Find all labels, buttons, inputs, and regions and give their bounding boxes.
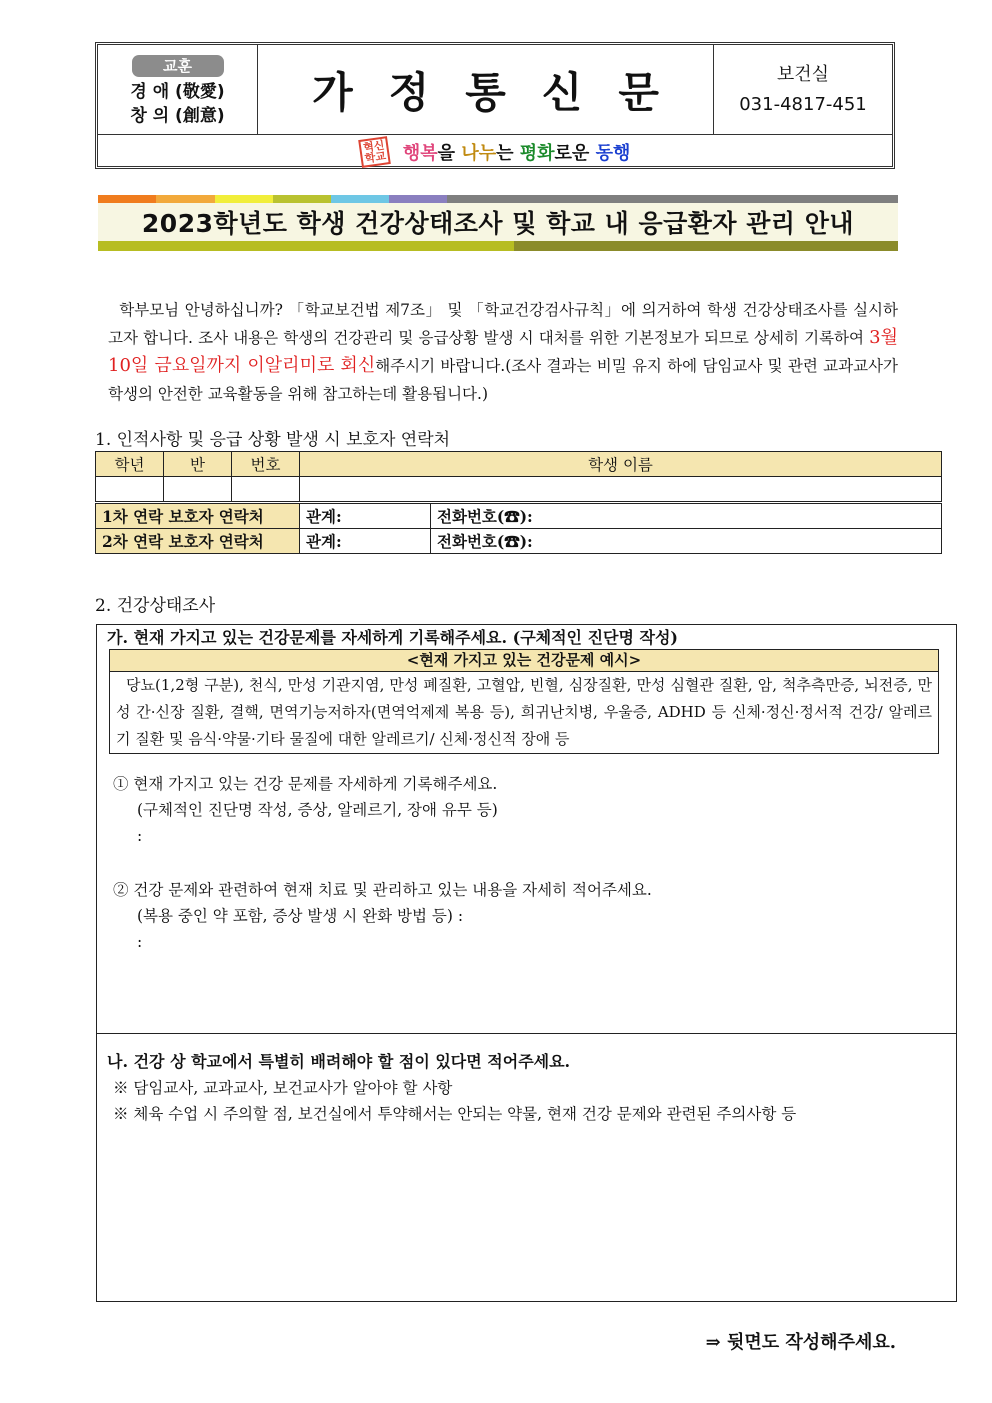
section2a-title: 가. 현재 가지고 있는 건강문제를 자세하게 기록해주세요. (구체적인 진단명 작성) [107, 628, 679, 647]
innovation-school-stamp-icon: 혁신 학교 [358, 136, 391, 168]
header-box [95, 42, 895, 169]
school-slogan [98, 135, 892, 168]
question1[interactable]: ① 현재 가지고 있는 건강 문제를 자세하게 기록해주세요. (구체적인 진단명 작성, 증상, 알레르기, 장애 유무 등) : [113, 775, 498, 845]
slogan-segment: 행복 [402, 142, 438, 164]
deadline-highlight: 3월 10일 금요일까지 이알리미로 회신 [108, 327, 898, 376]
student-name-field[interactable] [300, 477, 942, 503]
contact1-label: 1차 연락 보호자 연락처 [96, 503, 300, 529]
example-heading: <현재 가지고 있는 건강문제 예시> [110, 650, 938, 672]
section2b-note1: ※ 담임교사, 교과교사, 보건교사가 알아야 할 사항 [113, 1079, 453, 1097]
personal-info-table [95, 451, 942, 554]
slogan-segment: 을 [437, 142, 462, 164]
school-motto [98, 45, 258, 134]
header-grade: 학년 [96, 452, 164, 477]
slogan-segment: 동행 [595, 142, 631, 164]
header-number: 번호 [232, 452, 300, 477]
decorative-color-bar [98, 195, 898, 203]
section-divider [97, 1033, 956, 1034]
section2b-title: 나. 건강 상 학교에서 특별히 배려해야 할 점이 있다면 적어주세요. [107, 1052, 571, 1071]
contact1-relation[interactable]: 관계: [300, 503, 431, 529]
footer-note: ⇒ 뒷면도 작성해주세요. [705, 1332, 896, 1353]
color-bar-segment [447, 195, 898, 203]
color-bar-segment [215, 195, 273, 203]
color-bar-segment [331, 195, 389, 203]
contact2-relation[interactable]: 관계: [300, 529, 431, 554]
section2-title: 2. 건강상태조사 [95, 596, 216, 616]
section1-title: 1. 인적사항 및 응급 상황 발생 시 보호자 연락처 [95, 430, 451, 450]
contact1-phone[interactable]: 전화번호(☎): [431, 503, 942, 529]
section2b[interactable] [107, 1049, 796, 1127]
slogan-segment: 는 [496, 142, 520, 164]
grade-field[interactable] [96, 477, 164, 503]
header-class: 반 [164, 452, 232, 477]
motto-badge: 교훈 [132, 55, 224, 77]
section2b-note2: ※ 체육 수업 시 주의할 점, 보건실에서 투약해서는 안되는 약물, 현재 건강 문제와 관련된 주의사항 등 [113, 1105, 797, 1123]
example-body: 당뇨(1,2형 구분), 천식, 만성 기관지염, 만성 폐질환, 고혈압, 빈혈, 심장질환, 만성 심혈관 질환, 암, 척추측만증, 뇌전증, 만성 간·신장 질환, 결핵, 면역기능저하자(면역억제제 복용 등), 희귀난치병, 우울증, ADHD 등 신체·정신·정서적 건강/ 알레르기 질환 및 음식·약물·기타 물질에 대한 알레르기/ 신체·정신적 장애 등 [116, 676, 932, 748]
health-survey-box [96, 624, 957, 1302]
slogan-segment: 로운 [554, 142, 596, 164]
office-phone: 031-4817-451 [739, 93, 867, 115]
slogan-segment: 나누 [461, 142, 497, 164]
slogan-text [403, 139, 630, 165]
color-bar-segment [156, 195, 215, 203]
newsletter-title: 가정통신문 [258, 45, 714, 134]
contact2-phone[interactable]: 전화번호(☎): [431, 529, 942, 554]
motto-line-2: 창 의 (創意) [130, 106, 225, 126]
question2[interactable]: ② 건강 문제와 관련하여 현재 치료 및 관리하고 있는 내용을 자세히 적어주세요. (복용 중인 약 포함, 증상 발생 시 완화 방법 등) : : [113, 881, 652, 951]
color-bar-segment [98, 195, 156, 203]
slogan-segment: 평화 [519, 142, 555, 164]
document-title-banner: 2023학년도 학생 건강상태조사 및 학교 내 응급환자 관리 안내 [98, 203, 898, 241]
number-field[interactable] [232, 477, 300, 503]
example-box [109, 649, 939, 754]
color-bar-segment [273, 195, 331, 203]
decorative-under-bar [98, 241, 898, 251]
motto-line-1: 경 애 (敬愛) [130, 82, 225, 102]
class-field[interactable] [164, 477, 232, 503]
office-info [714, 45, 892, 134]
color-bar-segment [389, 195, 447, 203]
office-name: 보건실 [776, 63, 830, 85]
contact2-label: 2차 연락 보호자 연락처 [96, 529, 300, 554]
intro-paragraph: 학부모님 안녕하십니까? 「학교보건법 제7조」 및 「학교건강검사규칙」에 의거하여 학생 건강상태조사를 실시하고자 합니다. 조사 내용은 학생의 건강관리 및 응급상황 발생 시 대처를 위한 기본정보가 되므로 상세히 기록하여 3월 10일 금요일까지 이알리미로 회신해주시기 바랍니다.(조사 결과는 비밀 유지 하에 담임교사 및 관련 교과교사가 학생의 안전한 교육활동을 위해 참고하는데 활용됩니다.) [108, 301, 899, 403]
header-student-name: 학생 이름 [300, 452, 942, 477]
